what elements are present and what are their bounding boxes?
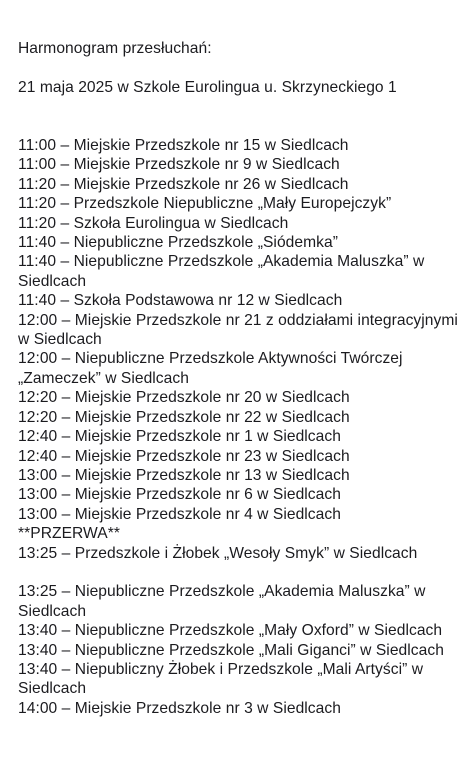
schedule-entry: 13:25 – Przedszkole i Żłobek „Wesoły Smyk” w Siedlcach [18,544,418,562]
schedule-entry: 11:20 – Szkoła Eurolingua w Siedlcach [18,214,289,232]
schedule-entry: 11:20 – Przedszkole Niepubliczne „Mały Europejczyk” [18,195,392,213]
schedule-entry: 13:00 – Miejskie Przedszkole nr 13 w Siedlcach [18,466,350,484]
schedule-entry: 13:00 – Miejskie Przedszkole nr 4 w Siedlcach [18,505,341,523]
schedule-entry: 11:40 – Niepubliczne Przedszkole „Akademia Maluszka” w Siedlcach [18,253,425,290]
break-marker: **PRZERWA** [18,525,120,543]
schedule-entry: 13:25 – Niepubliczne Przedszkole „Akademia Maluszka” w Siedlcach [18,583,426,620]
schedule-entry: 11:40 – Niepubliczne Przedszkole „Siódemka” [18,234,338,252]
document-body [18,39,458,718]
event-date-venue: 21 maja 2025 w Szkole Eurolingua u. Skrzyneckiego 1 [18,78,397,96]
schedule-entry: 11:00 – Miejskie Przedszkole nr 15 w Siedlcach [18,137,349,154]
schedule-entry: 12:00 – Niepubliczne Przedszkole Aktywności Twórczej „Zameczek” w Siedlcach [18,350,403,387]
schedule-entry: 13:40 – Niepubliczny Żłobek i Przedszkole „Mali Artyści” w Siedlcach [18,660,424,698]
schedule-entry: 12:00 – Miejskie Przedszkole nr 21 z oddziałami integracyjnymi w Siedlcach [18,311,458,349]
schedule-entry: 11:00 – Miejskie Przedszkole nr 9 w Siedlcach [18,156,340,174]
schedule-entry: 12:20 – Miejskie Przedszkole nr 22 w Siedlcach [18,408,350,426]
schedule-entry: 12:20 – Miejskie Przedszkole nr 20 w Siedlcach [18,389,350,407]
schedule-entry: 12:40 – Miejskie Przedszkole nr 23 w Siedlcach [18,447,350,465]
schedule-entry: 13:40 – Niepubliczne Przedszkole „Mali Giganci” w Siedlcach [18,641,444,659]
schedule-entry: 12:40 – Miejskie Przedszkole nr 1 w Siedlcach [18,428,341,446]
schedule-entry: 11:20 – Miejskie Przedszkole nr 26 w Siedlcach [18,175,349,193]
schedule-entry: 11:40 – Szkoła Podstawowa nr 12 w Siedlcach [18,292,343,310]
schedule-entry: 14:00 – Miejskie Przedszkole nr 3 w Siedlcach [18,699,341,717]
audition-schedule-list [18,136,458,718]
schedule-entry: 13:00 – Miejskie Przedszkole nr 6 w Siedlcach [18,486,341,504]
schedule-heading: Harmonogram przesłuchań: [18,40,212,57]
schedule-entry: 13:40 – Niepubliczne Przedszkole „Mały Oxford” w Siedlcach [18,622,443,640]
